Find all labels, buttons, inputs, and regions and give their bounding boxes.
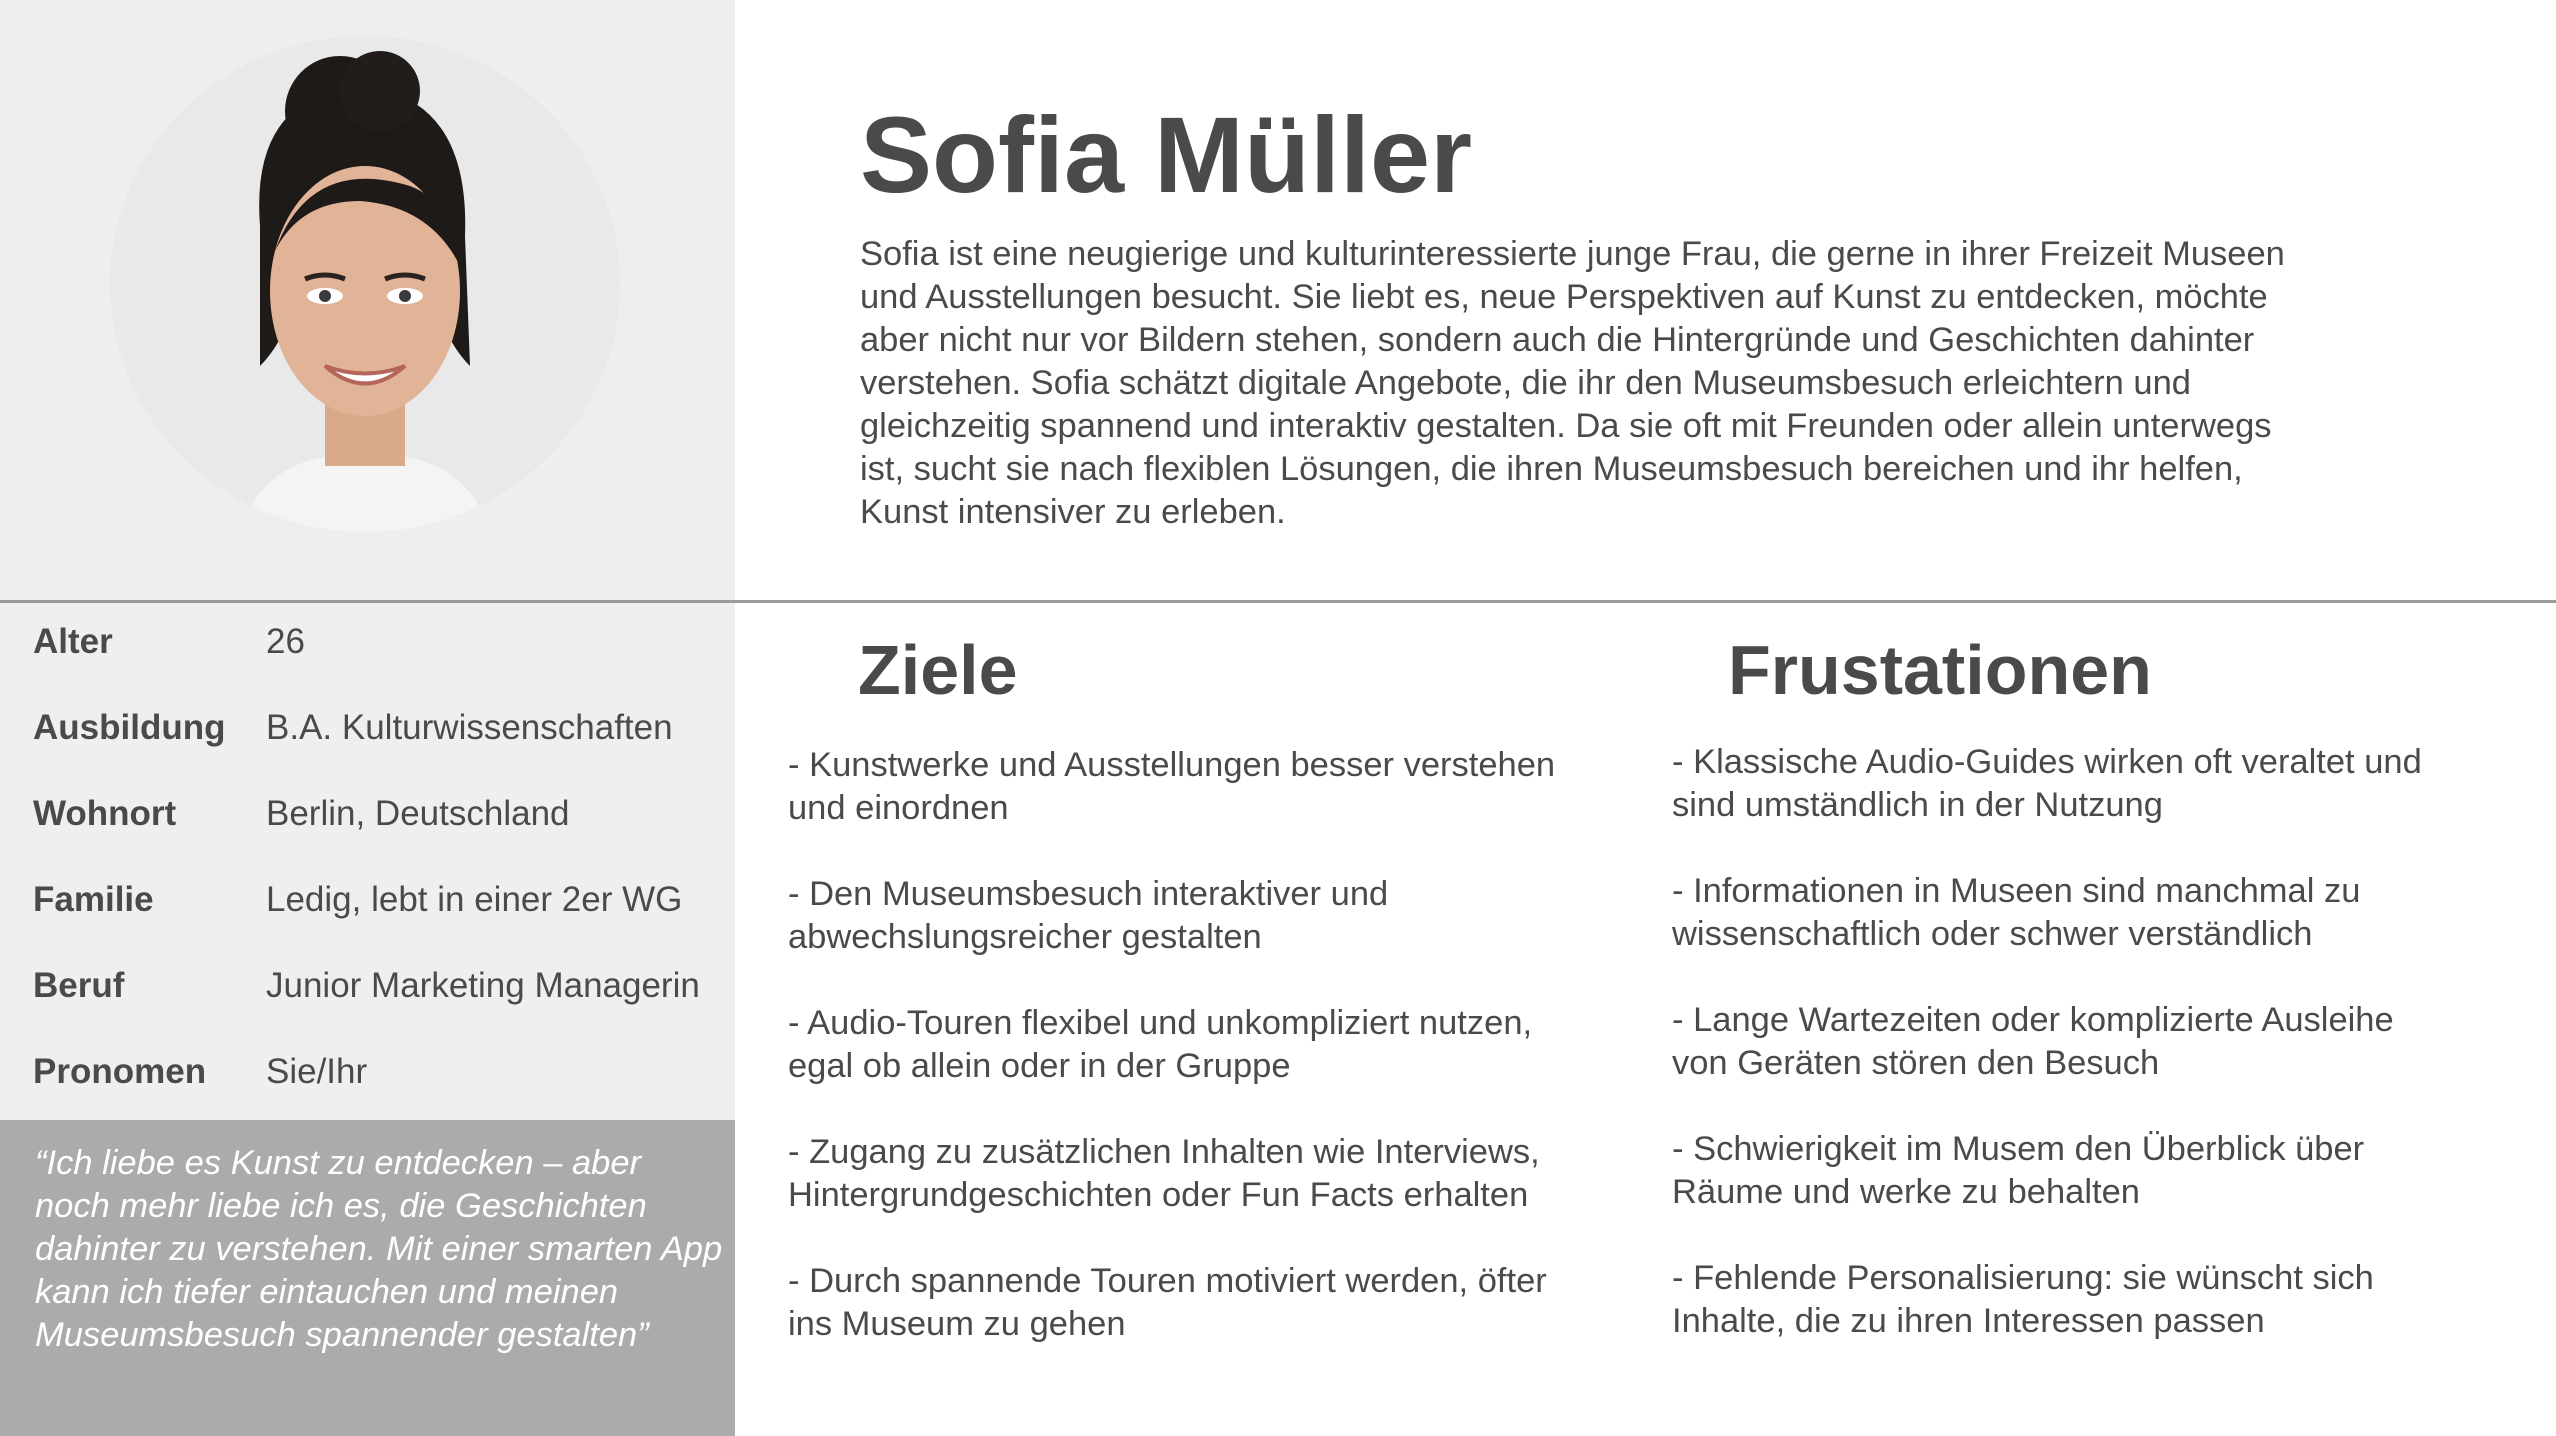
list-item: - Klassische Audio-Guides wirken oft veraltet und sind umständlich in der Nutzung [1672, 743, 2422, 824]
fact-row-age [33, 622, 723, 708]
fact-value: 26 [266, 622, 305, 661]
frustrations-heading: Frustationen [1728, 631, 2152, 709]
list-item: - Schwierigkeit im Musem den Überblick über Räume und werke zu behalten [1672, 1130, 2365, 1211]
fact-label: Ausbildung [33, 708, 226, 747]
fact-value: B.A. Kulturwissenschaften [266, 708, 673, 747]
portrait-image [110, 36, 620, 532]
fact-row-education [33, 708, 723, 794]
fact-value: Ledig, lebt in einer 2er WG [266, 880, 683, 919]
list-item: - Fehlende Personalisierung: sie wünscht sich Inhalte, die zu ihren Interessen passen [1672, 1259, 2374, 1340]
list-item: - Kunstwerke und Ausstellungen besser verstehen und einordnen [788, 746, 1556, 827]
fact-list [33, 622, 723, 1138]
list-item: - Audio-Touren flexibel und unkompliziert nutzen, egal ob allein oder in der Gruppe [788, 1004, 1533, 1085]
goals-list [788, 744, 1568, 1389]
fact-label: Alter [33, 622, 113, 661]
fact-label: Pronomen [33, 1052, 207, 1091]
persona-quote: “Ich liebe es Kunst zu entdecken – aber noch mehr liebe ich es, die Geschichten dahinter zu verstehen. Mit einer smarten App kann ich tiefer eintauchen und meinen Museumsbesuch spannender gestalten” [35, 1144, 723, 1354]
list-item: - Durch spannende Touren motiviert werden, öfter ins Museum zu gehen [788, 1262, 1547, 1343]
fact-label: Wohnort [33, 794, 177, 833]
fact-row-pronouns [33, 1052, 723, 1138]
fact-row-family [33, 880, 723, 966]
avatar [110, 36, 620, 532]
list-item: - Informationen in Museen sind manchmal zu wissenschaftlich oder schwer verständlich [1672, 872, 2361, 953]
persona-name: Sofia Müller [860, 94, 1473, 215]
fact-row-residence [33, 794, 723, 880]
fact-value: Sie/Ihr [266, 1052, 368, 1091]
fact-label: Familie [33, 880, 154, 919]
list-item: - Zugang zu zusätzlichen Inhalten wie Interviews, Hintergrundgeschichten oder Fun Facts erhalten [788, 1133, 1540, 1214]
fact-label: Beruf [33, 966, 125, 1005]
persona-intro: Sofia ist eine neugierige und kulturinteressierte junge Frau, die gerne in ihrer Freizeit Museen und Ausstellungen besucht. Sie liebt es, neue Perspektiven auf Kunst zu entdecken, möchte aber nicht nur vor Bildern stehen, sondern auch die Hintergründe und Geschichten dahinter verstehen. Sofia schätzt digitale Angebote, die ihr den Museumsbesuch erleichtern und gleichzeitig spannend und interaktiv gestalten. Da sie oft mit Freunden oder allein unterwegs ist, sucht sie nach flexiblen Lösungen, die ihren Museumsbesuch bereichen und ihr helfen, Kunst intensiver zu erleben. [860, 235, 2285, 531]
list-item: - Lange Wartezeiten oder komplizierte Ausleihe von Geräten stören den Besuch [1672, 1001, 2394, 1082]
section-divider [0, 600, 2556, 603]
frustrations-list [1672, 741, 2452, 1386]
fact-value: Junior Marketing Managerin [266, 966, 700, 1005]
fact-row-job [33, 966, 723, 1052]
list-item: - Den Museumsbesuch interaktiver und abwechslungsreicher gestalten [788, 875, 1389, 956]
goals-heading: Ziele [858, 631, 1018, 709]
fact-value: Berlin, Deutschland [266, 794, 570, 833]
